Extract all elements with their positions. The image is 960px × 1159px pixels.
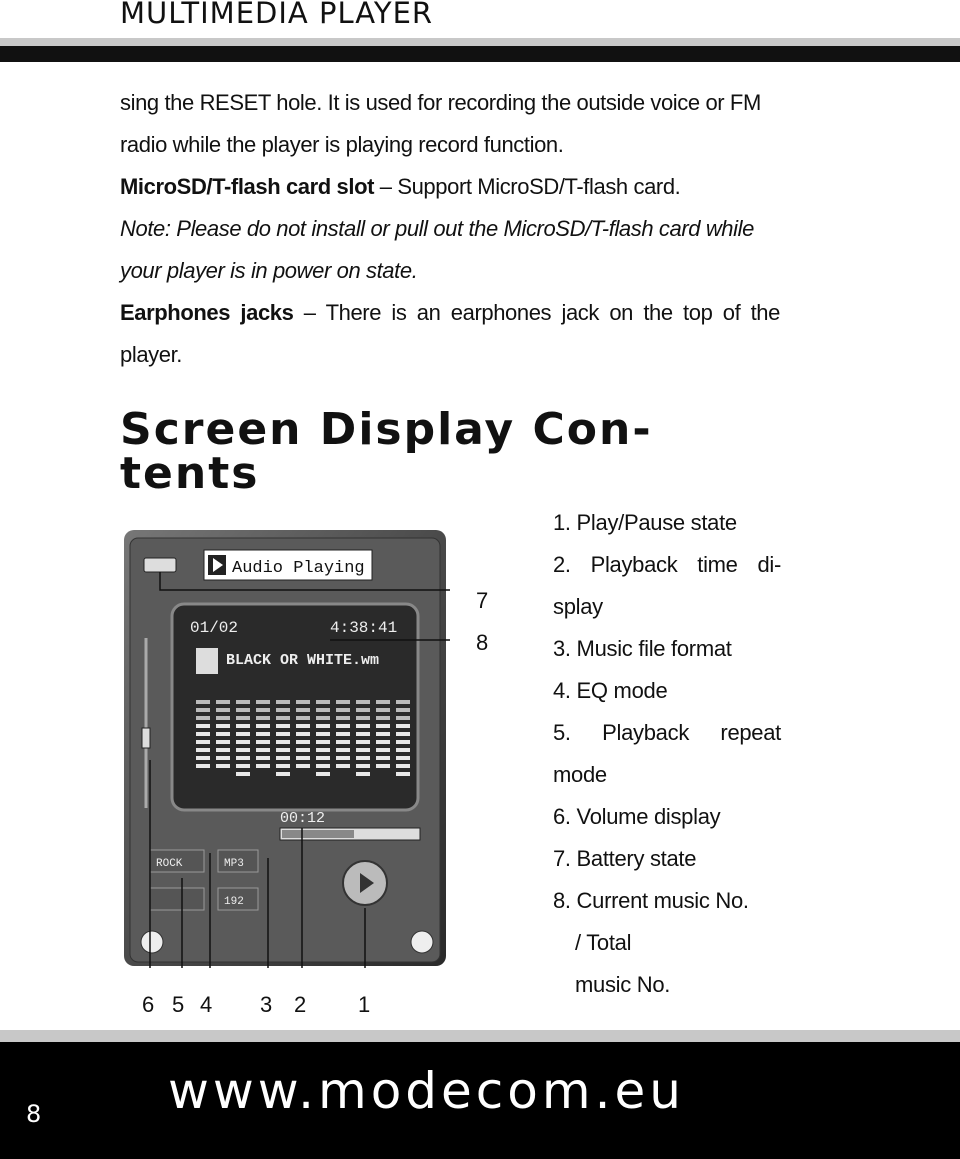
repeat-mode-box [150,888,204,910]
legend-item: 3. Music file format [553,636,732,661]
eq-segment [196,724,210,728]
eq-segment [356,772,370,776]
legend-item: 1. Play/Pause state [553,510,737,535]
eq-segment [236,772,250,776]
player-screen-figure [120,528,450,968]
eq-segment [256,708,270,712]
eq-segment [296,748,310,752]
header-title: MULTIMEDIA PLAYER [120,0,434,30]
legend-item: 7. Battery state [553,846,697,871]
elapsed-time: 00:12 [280,810,326,827]
eq-segment [356,724,370,728]
eq-segment [296,700,310,704]
eq-segment [396,756,410,760]
legend-item: mode [553,762,607,787]
eq-segment [336,764,350,768]
eq-segment [236,708,250,712]
eq-segment [296,764,310,768]
eq-segment [396,708,410,712]
legend-item: music No. [575,972,671,997]
eq-segment [276,716,290,720]
eq-segment [196,748,210,752]
file-format-label: MP3 [224,858,244,870]
legend-item: / Total [575,930,632,955]
eq-segment [216,700,230,704]
eq-segment [256,732,270,736]
eq-segment [196,708,210,712]
eq-segment [356,716,370,720]
corner-bolt-right [411,931,433,953]
earphones-text: – There is an earphones jack on the top of the [293,300,780,325]
eq-segment [336,748,350,752]
paragraph-line: sing the RESET hole. It is used for recording the outside voice or FM [120,90,761,115]
section-title-line: Screen Display Con- [120,404,653,455]
eq-segment [296,740,310,744]
eq-segment [216,756,230,760]
legend-item: 8. Current music No. [553,888,749,913]
eq-segment [356,708,370,712]
eq-segment [336,716,350,720]
paragraph-line: player. [120,342,183,367]
eq-segment [376,732,390,736]
earphones-paragraph [120,292,780,334]
eq-segment [396,740,410,744]
eq-segment [256,740,270,744]
note-line: your player is in power on state. [120,258,418,283]
eq-segment [376,716,390,720]
eq-segment [256,724,270,728]
eq-segment [296,756,310,760]
eq-segment [236,732,250,736]
eq-segment [316,748,330,752]
eq-segment [316,716,330,720]
eq-segment [276,764,290,768]
corner-bolt-left [141,931,163,953]
eq-segment [216,764,230,768]
legend-item: 6. Volume display [553,804,721,829]
eq-segment [256,700,270,704]
eq-segment [396,700,410,704]
eq-segment [296,732,310,736]
callout-1: 1 [358,992,371,1017]
callout-5: 5 [172,992,185,1017]
eq-mode-label: ROCK [156,858,183,870]
eq-segment [236,756,250,760]
eq-segment [396,764,410,768]
eq-segment [276,732,290,736]
header-black-bar [0,46,960,62]
footer-grey-bar [0,1030,960,1042]
body-text [120,82,780,376]
eq-segment [316,708,330,712]
player-illustration [120,528,450,968]
eq-segment [356,740,370,744]
eq-segment [196,732,210,736]
eq-segment [336,700,350,704]
callout-7: 7 [476,588,489,613]
legend-item: 2. Playback time di- [553,552,781,577]
eq-segment [276,740,290,744]
page-number: 8 [26,1100,42,1128]
eq-segment [396,748,410,752]
eq-segment [316,740,330,744]
eq-segment [376,708,390,712]
eq-segment [396,772,410,776]
eq-segment [376,700,390,704]
eq-segment [216,724,230,728]
eq-segment [356,732,370,736]
eq-segment [356,748,370,752]
callout-8: 8 [476,630,489,655]
eq-segment [256,716,270,720]
format-icon [196,648,218,674]
eq-segment [276,756,290,760]
eq-segment [376,756,390,760]
eq-segment [196,716,210,720]
eq-segment [276,700,290,704]
eq-segment [316,724,330,728]
legend-item: 5. Playback repeat [553,720,781,745]
eq-segment [256,764,270,768]
eq-segment [296,708,310,712]
footer-url: www.modecom.eu [168,1062,685,1120]
eq-segment [316,700,330,704]
eq-segment [216,708,230,712]
eq-segment [196,700,210,704]
eq-segment [236,740,250,744]
eq-segment [196,740,210,744]
eq-segment [256,756,270,760]
section-title [120,404,820,499]
progress-fill [282,830,354,838]
legend-item: splay [553,594,603,619]
eq-segment [376,764,390,768]
eq-segment [256,748,270,752]
callout-6: 6 [142,992,155,1017]
eq-segment [336,724,350,728]
note-line: Note: Please do not install or pull out the MicroSD/T-flash card while [120,216,754,241]
callout-2: 2 [294,992,307,1017]
eq-segment [396,724,410,728]
eq-segment [316,764,330,768]
eq-segment [396,732,410,736]
eq-segment [376,740,390,744]
eq-segment [276,724,290,728]
eq-segment [216,732,230,736]
eq-segment [316,732,330,736]
volume-knob [142,728,150,748]
eq-segment [236,724,250,728]
microsd-paragraph [120,166,780,208]
callout-4: 4 [200,992,213,1017]
eq-segment [376,748,390,752]
earphones-label: Earphones jacks [120,300,294,325]
bitrate-label: 192 [224,896,244,908]
legend-list [553,502,781,1006]
eq-segment [336,708,350,712]
eq-segment [356,756,370,760]
section-title-line: tents [120,448,260,499]
eq-segment [216,716,230,720]
eq-segment [336,740,350,744]
eq-segment [316,772,330,776]
callout-3: 3 [260,992,273,1017]
paragraph-line: radio while the player is playing record function. [120,132,564,157]
eq-segment [236,716,250,720]
eq-segment [276,748,290,752]
battery-icon [144,558,176,572]
total-time: 4:38:41 [330,619,398,637]
microsd-label: MicroSD/T-flash card slot [120,174,375,199]
eq-segment [376,724,390,728]
legend-item: 4. EQ mode [553,678,668,703]
eq-segment [236,764,250,768]
eq-segment [296,716,310,720]
microsd-text: – Support MicroSD/T-flash card. [374,174,681,199]
eq-segment [396,716,410,720]
eq-segment [236,700,250,704]
eq-segment [356,764,370,768]
status-text: Audio Playing [232,559,365,578]
eq-segment [336,756,350,760]
eq-segment [316,756,330,760]
eq-segment [356,700,370,704]
track-counter: 01/02 [190,619,239,637]
eq-segment [216,748,230,752]
eq-segment [336,732,350,736]
eq-segment [276,708,290,712]
eq-segment [196,756,210,760]
eq-segment [296,724,310,728]
eq-segment [216,740,230,744]
eq-segment [276,772,290,776]
song-title: BLACK OR WHITE.wm [226,652,380,669]
eq-segment [236,748,250,752]
eq-segment [196,764,210,768]
